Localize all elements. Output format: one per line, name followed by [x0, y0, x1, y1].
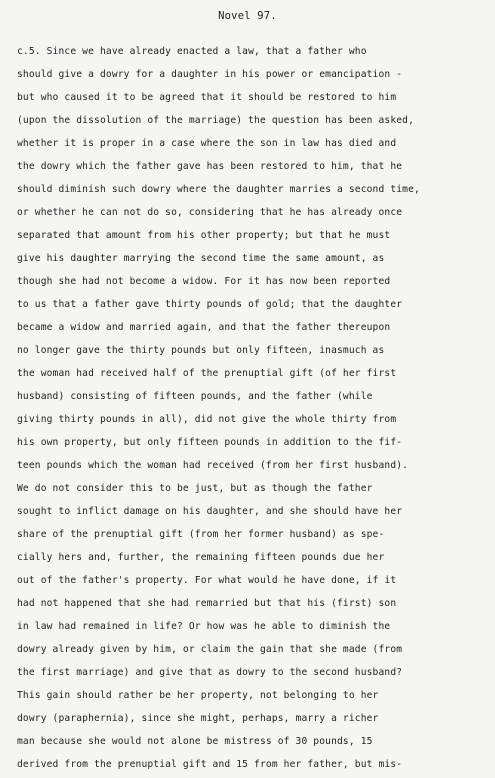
text-line: though she had not become a widow. For it has now been reported — [17, 276, 391, 287]
text-line: We do not consider this to be just, but as though the father — [17, 483, 373, 494]
text-line: in law had remained in life? Or how was he able to diminish the — [17, 621, 391, 632]
text-line: cially hers and, further, the remaining fifteen pounds due her — [17, 552, 385, 563]
text-line: dowry (paraphernia), since she might, perhaps, marry a richer — [17, 713, 379, 724]
text-line: dowry already given by him, or claim the gain that she made (from — [17, 644, 403, 655]
text-line: to us that a father gave thirty pounds of gold; that the daughter — [17, 299, 403, 310]
text-line: giving thirty pounds in all), did not give the whole thirty from — [17, 414, 397, 425]
text-line: sought to inflict damage on his daughter, and she should have her — [17, 506, 403, 517]
body-text — [17, 40, 487, 776]
text-line: share of the prenuptial gift (from her former husband) as spe- — [17, 529, 385, 540]
text-line: had not happened that she had remarried but that his (first) son — [17, 598, 397, 609]
text-line: the woman had received half of the prenuptial gift (of her first — [17, 368, 397, 379]
text-line: (upon the dissolution of the marriage) the question has been asked, — [17, 115, 415, 126]
text-line: This gain should rather be her property, not belonging to her — [17, 690, 379, 701]
text-line: his own property, but only fifteen pounds in addition to the fif- — [17, 437, 403, 448]
text-line: the dowry which the father gave has been restored to him, that he — [17, 161, 403, 172]
text-line: or whether he can not do so, considering that he has already once — [17, 207, 403, 218]
text-line: husband) consisting of fifteen pounds, and the father (while — [17, 391, 373, 402]
text-line: but who caused it to be agreed that it should be restored to him — [17, 92, 397, 103]
text-line: the first marriage) and give that as dowry to the second husband? — [17, 667, 403, 678]
text-line: whether it is proper in a case where the son in law has died and — [17, 138, 397, 149]
text-line: became a widow and married again, and that the father thereupon — [17, 322, 391, 333]
text-line: c.5. Since we have already enacted a law, that a father who — [17, 46, 367, 57]
page-header: Novel 97. — [218, 10, 277, 22]
text-line: should diminish such dowry where the daughter marries a second time, — [17, 184, 420, 195]
text-line: teen pounds which the woman had received (from her first husband). — [17, 460, 409, 471]
text-line: give his daughter marrying the second time the same amount, as — [17, 253, 385, 264]
text-line: no longer gave the thirty pounds but only fifteen, inasmuch as — [17, 345, 385, 356]
text-line: out of the father's property. For what would he have done, if it — [17, 575, 397, 586]
text-line: derived from the prenuptial gift and 15 from her father, but mis- — [17, 759, 403, 770]
text-line: man because she would not alone be mistress of 30 pounds, 15 — [17, 736, 373, 747]
text-line: separated that amount from his other property; but that he must — [17, 230, 391, 241]
text-line: should give a dowry for a daughter in his power or emancipation - — [17, 69, 403, 80]
